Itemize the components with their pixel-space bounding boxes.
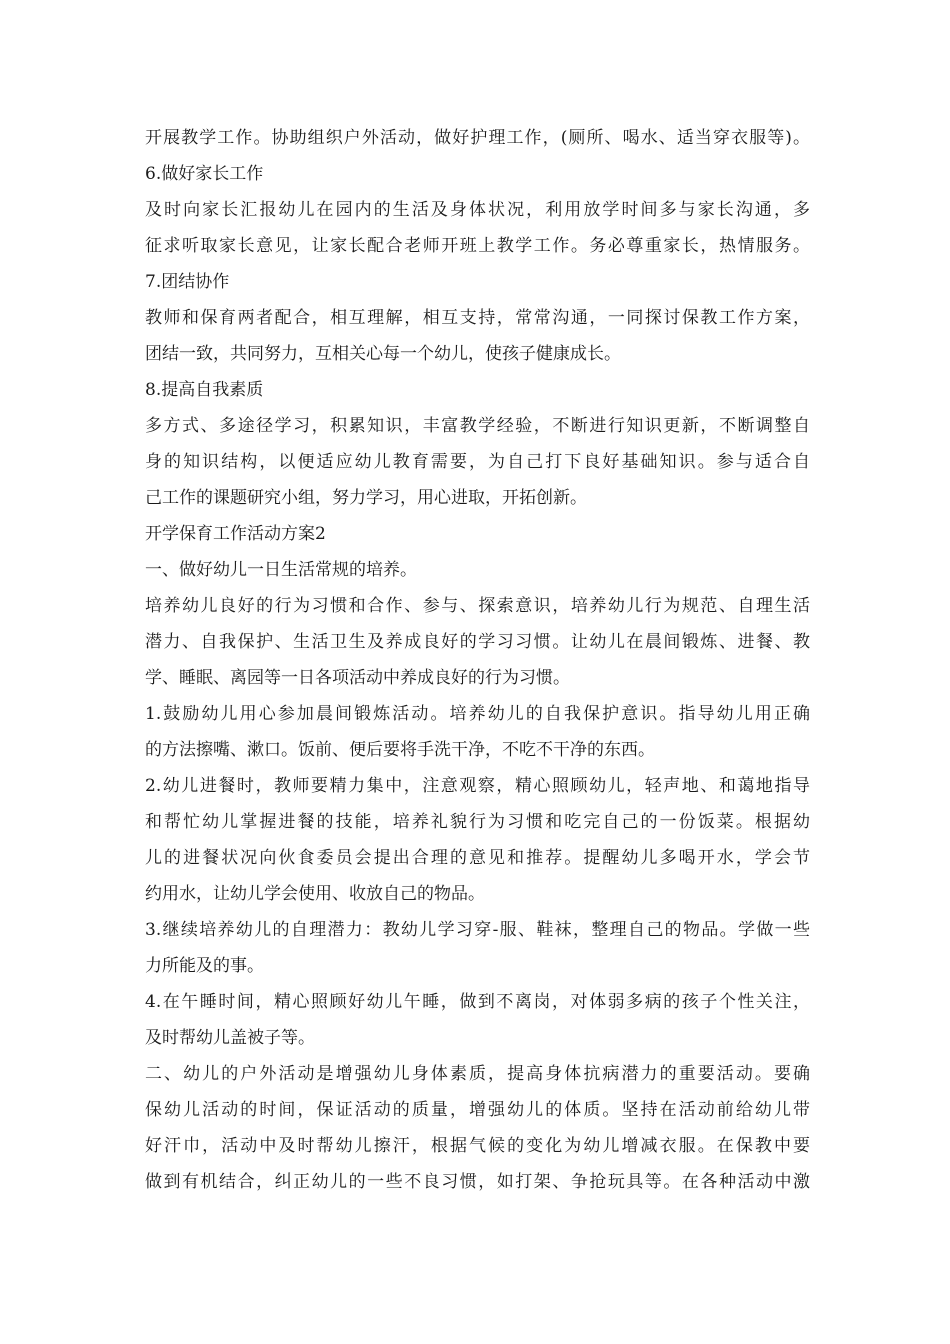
text-line: 及时向家长汇报幼儿在园内的生活及身体状况，利用放学时间多与家长沟通，多	[145, 200, 810, 220]
text-line: 培养幼儿良好的行为习惯和合作、参与、探索意识，培养幼儿行为规范、自理生活	[145, 596, 810, 616]
text-line: 潜力、自我保护、生活卫生及养成良好的学习习惯。让幼儿在晨间锻炼、进餐、教	[145, 632, 810, 652]
text-line: 身的知识结构，以便适应幼儿教育需要，为自己打下良好基础知识。参与适合自	[145, 452, 810, 472]
text-line: 开展教学工作。协助组织户外活动，做好护理工作，(厕所、喝水、适当穿衣服等)。	[145, 128, 810, 148]
text-line: 约用水，让幼儿学会使用、收放自己的物品。	[145, 884, 485, 904]
text-line: 好汗巾，活动中及时帮幼儿擦汗，根据气候的变化为幼儿增减衣服。在保教中要	[145, 1136, 810, 1156]
text-line: 教师和保育两者配合，相互理解，相互支持，常常沟通，一同探讨保教工作方案，	[145, 308, 810, 328]
text-line: 力所能及的事。	[145, 956, 264, 976]
text-line: 团结一致，共同努力，互相关心每一个幼儿，使孩子健康成长。	[145, 344, 621, 364]
text-line: 征求听取家长意见，让家长配合老师开班上教学工作。务必尊重家长，热情服务。	[145, 236, 810, 256]
text-line: 4.在午睡时间，精心照顾好幼儿午睡，做到不离岗，对体弱多病的孩子个性关注，	[145, 992, 810, 1012]
text-line: 3.继续培养幼儿的自理潜力：教幼儿学习穿-服、鞋袜，整理自己的物品。学做一些	[145, 920, 810, 940]
text-line: 儿的进餐状况向伙食委员会提出合理的意见和推荐。提醒幼儿多喝开水，学会节	[145, 848, 810, 868]
text-line: 1.鼓励幼儿用心参加晨间锻炼活动。培养幼儿的自我保护意识。指导幼儿用正确	[145, 704, 810, 724]
text-line: 2.幼儿进餐时，教师要精力集中，注意观察，精心照顾幼儿，轻声地、和蔼地指导	[145, 776, 810, 796]
text-line: 和帮忙幼儿掌握进餐的技能，培养礼貌行为习惯和吃完自己的一份饭菜。根据幼	[145, 812, 810, 832]
text-line: 及时帮幼儿盖被子等。	[145, 1028, 315, 1048]
text-line: 8.提高自我素质	[145, 380, 264, 400]
text-line: 保幼儿活动的时间，保证活动的质量，增强幼儿的体质。坚持在活动前给幼儿带	[145, 1100, 810, 1120]
text-line: 7.团结协作	[145, 272, 230, 292]
text-line: 学、睡眠、离园等一日各项活动中养成良好的行为习惯。	[145, 668, 570, 688]
text-line: 做到有机结合，纠正幼儿的一些不良习惯，如打架、争抢玩具等。在各种活动中激	[145, 1172, 810, 1192]
text-line: 开学保育工作活动方案2	[145, 524, 326, 544]
text-line: 二、幼儿的户外活动是增强幼儿身体素质，提高身体抗病潜力的重要活动。要确	[145, 1064, 810, 1084]
text-line: 一、做好幼儿一日生活常规的培养。	[145, 560, 417, 580]
document-body	[145, 120, 810, 1200]
text-line: 的方法擦嘴、漱口。饭前、便后要将手洗干净，不吃不干净的东西。	[145, 740, 655, 760]
text-line: 己工作的课题研究小组，努力学习，用心进取，开拓创新。	[145, 488, 587, 508]
text-line: 多方式、多途径学习，积累知识，丰富教学经验，不断进行知识更新，不断调整自	[145, 416, 810, 436]
text-line: 6.做好家长工作	[145, 164, 264, 184]
